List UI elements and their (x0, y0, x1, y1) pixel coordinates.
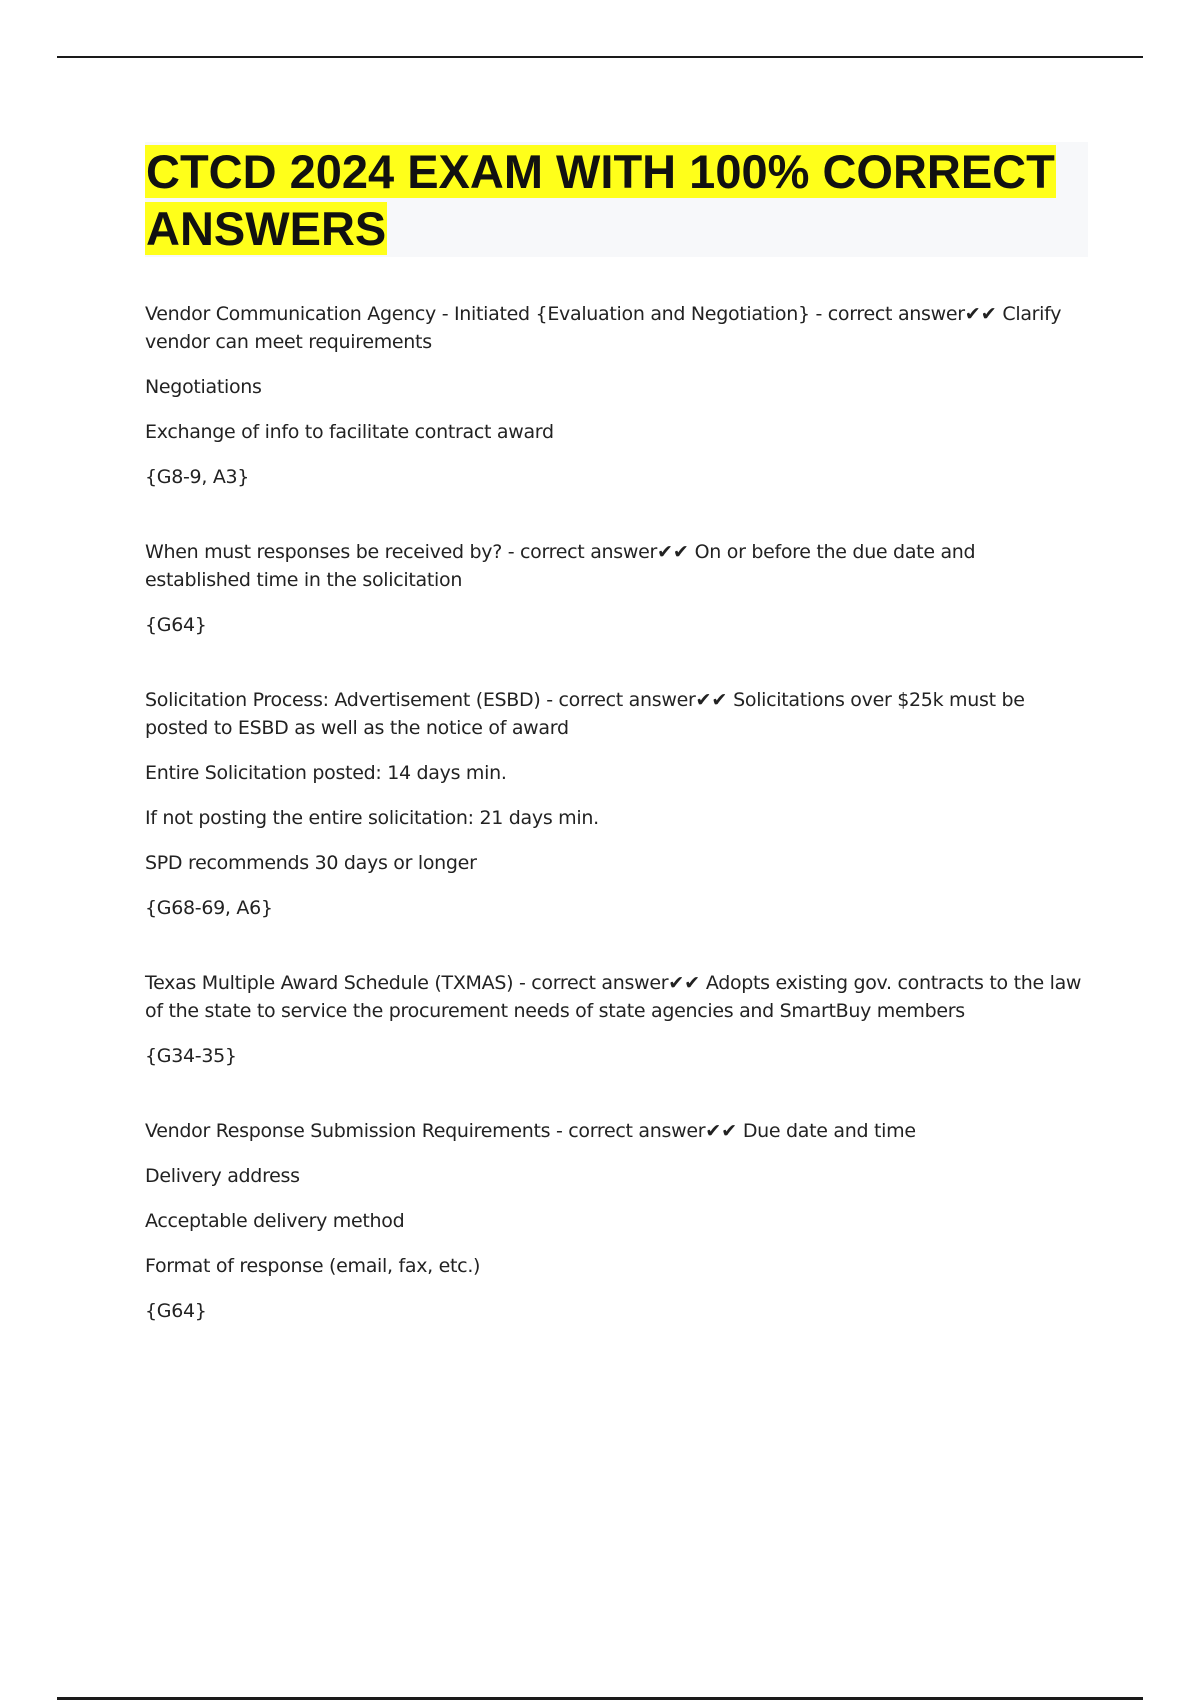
qa-reference: {G64} (145, 614, 207, 636)
qa-question: Solicitation Process: Advertisement (ESBD) - correct answer (145, 689, 696, 711)
qa-answer: Solicitations over $25k must be posted to ESBD as well as the notice of award (145, 689, 1025, 739)
qa-item (145, 1117, 1085, 1325)
qa-question: When must responses be received by? - correct answer (145, 541, 658, 563)
double-check-icon: ✔✔ (668, 972, 701, 994)
qa-detail: Exchange of info to facilitate contract award (145, 421, 554, 443)
qa-question-line (145, 538, 1085, 594)
qa-question: Texas Multiple Award Schedule (TXMAS) - correct answer (145, 972, 669, 994)
top-rule (57, 56, 1143, 58)
qa-list (145, 300, 1085, 1372)
qa-question-line (145, 1117, 1085, 1145)
qa-detail: Entire Solicitation posted: 14 days min. (145, 762, 507, 784)
qa-reference: {G68-69, A6} (145, 897, 273, 919)
qa-item (145, 538, 1085, 639)
qa-answer: Adopts existing gov. contracts to the law of the state to service the procurement needs of state agencies and SmartBuy members (145, 972, 1082, 1022)
qa-item (145, 969, 1085, 1070)
qa-question: Vendor Response Submission Requirements - correct answer (145, 1120, 706, 1142)
qa-question-line (145, 686, 1085, 742)
double-check-icon: ✔✔ (657, 541, 689, 563)
qa-question: Vendor Communication Agency - Initiated {Evaluation and Negotiation} - correct answer (145, 303, 965, 325)
title-block (145, 142, 1088, 257)
qa-answer: Due date and time (742, 1120, 916, 1142)
qa-answer: Clarify vendor can meet requirements (145, 303, 1062, 353)
qa-reference: {G8-9, A3} (145, 466, 250, 488)
qa-question-line (145, 969, 1085, 1025)
qa-question-line (145, 300, 1085, 356)
qa-item (145, 686, 1085, 922)
qa-item (145, 300, 1085, 491)
qa-detail: Negotiations (145, 376, 262, 398)
qa-reference: {G64} (145, 1300, 207, 1322)
qa-reference: {G34-35} (145, 1045, 237, 1067)
qa-detail: SPD recommends 30 days or longer (145, 852, 477, 874)
document-title (145, 142, 1088, 257)
qa-answer: On or before the due date and established time in the solicitation (145, 541, 976, 591)
qa-detail: If not posting the entire solicitation: 21 days min. (145, 807, 599, 829)
double-check-icon: ✔✔ (705, 1120, 738, 1142)
qa-detail: Format of response (email, fax, etc.) (145, 1255, 481, 1277)
qa-detail: Delivery address (145, 1165, 300, 1187)
double-check-icon: ✔✔ (964, 303, 997, 325)
qa-detail: Acceptable delivery method (145, 1210, 405, 1232)
double-check-icon: ✔✔ (695, 689, 728, 711)
title-highlight: CTCD 2024 EXAM WITH 100% CORRECT ANSWERS (146, 145, 1055, 255)
